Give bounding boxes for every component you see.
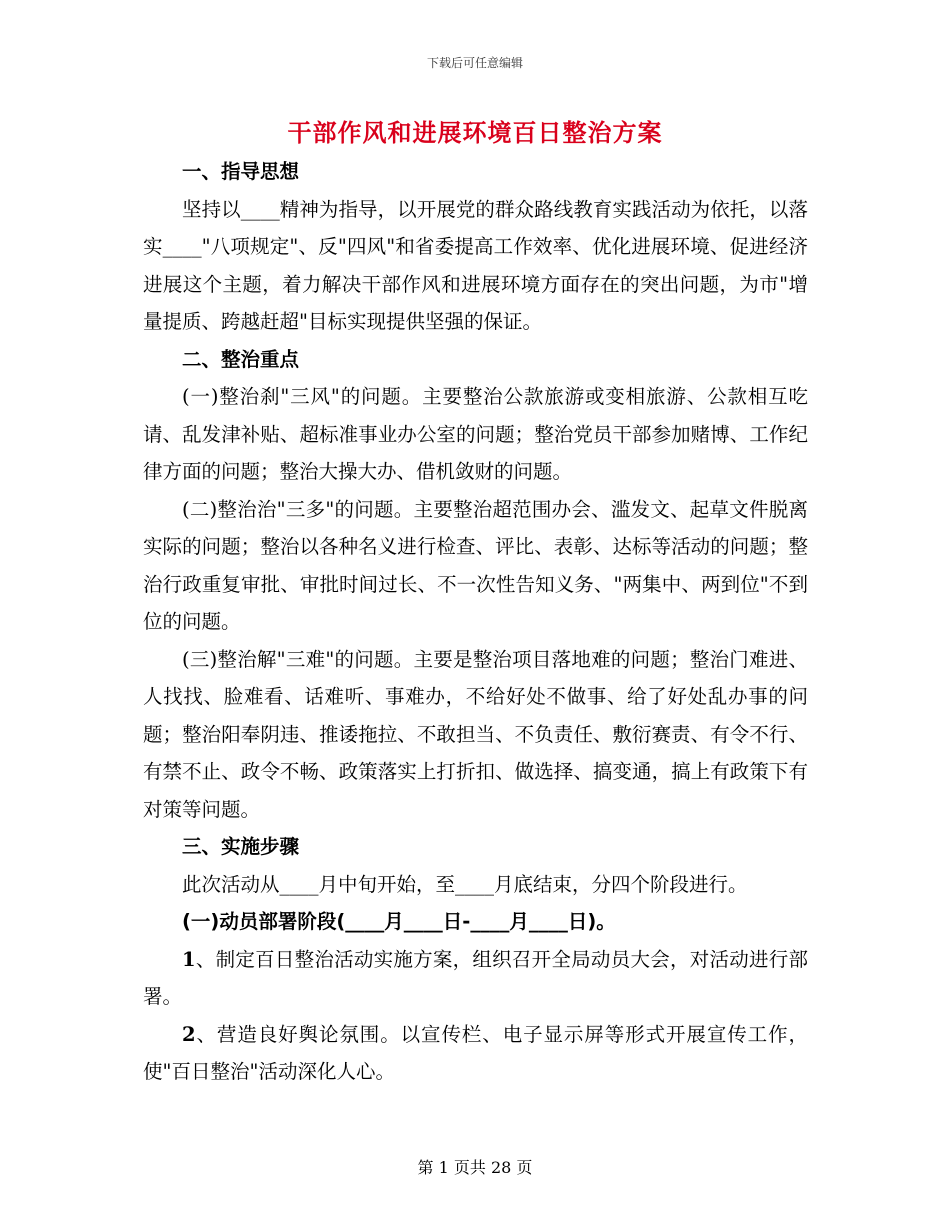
list-item-text: 、制定百日整治活动实施方案，组织召开全局动员大会，对活动进行部署。 [143, 947, 808, 1008]
page-number-footer: 第 1 页共 28 页 [417, 1158, 533, 1177]
header-note: 下载后可任意编辑 [426, 56, 523, 70]
section-heading-guiding-ideology: 一、指导思想 [182, 160, 300, 183]
paragraph-implementation-intro: 此次活动从____月中旬开始，至____月底结束，分四个阶段进行。 [182, 872, 748, 896]
list-item-text: 、营造良好舆论氛围。以宣传栏、电子显示屏等形式开展宣传工作，使"百日整治"活动深化人心。 [143, 1022, 808, 1083]
stage-heading-mobilization: (一)动员部署阶段(____月____日-____月____日)。 [182, 910, 616, 933]
document-body [143, 153, 808, 1091]
list-item-number: 1 [182, 947, 196, 971]
document-title: 干部作风和进展环境百日整治方案 [287, 118, 663, 147]
list-item-number: 2 [182, 1022, 196, 1046]
section-heading-key-issues: 二、整治重点 [182, 347, 300, 371]
list-item-2 [143, 1016, 808, 1091]
paragraph-key-issue-3: (三)整治解"三难"的问题。主要是整治项目落地难的问题；整治门难进、人找找、脸难看、话难听、事难办，不给好处不做事、给了好处乱办事的问题；整治阳奉阴违、推诿拖拉、不敢担当、不负责任、敷衍赛责、有令不行、有禁不止、政令不畅、政策落实上打折扣、做选择、搞变通，搞上有政策下有对策等问题。 [143, 647, 808, 821]
paragraph-key-issue-2: (二)整治治"三多"的问题。主要整治超范围办会、滥发文、起草文件脱离实际的问题；整治以各种名义进行检查、评比、表彰、达标等活动的问题；整治行政重复审批、审批时间过长、不一次性告知义务、"两集中、两到位"不到位的问题。 [143, 497, 808, 633]
list-item-1 [143, 941, 808, 1016]
paragraph-guiding-ideology: 坚持以____精神为指导，以开展党的群众路线教育实践活动为依托，以落实____"八项规定"、反"四风"和省委提高工作效率、优化进展环境、促进经济进展这个主题，着力解决干部作风和进展环境方面存在的突出问题，为市"增量提质、跨越赶超"目标实现提供坚强的保证。 [143, 197, 808, 333]
paragraph-key-issue-1: (一)整治刹"三风"的问题。主要整治公款旅游或变相旅游、公款相互吃请、乱发津补贴、超标准事业办公室的问题；整治党员干部参加赌博、工作纪律方面的问题；整治大操大办、借机敛财的问题。 [143, 385, 808, 483]
section-heading-implementation-steps: 三、实施步骤 [182, 835, 300, 858]
